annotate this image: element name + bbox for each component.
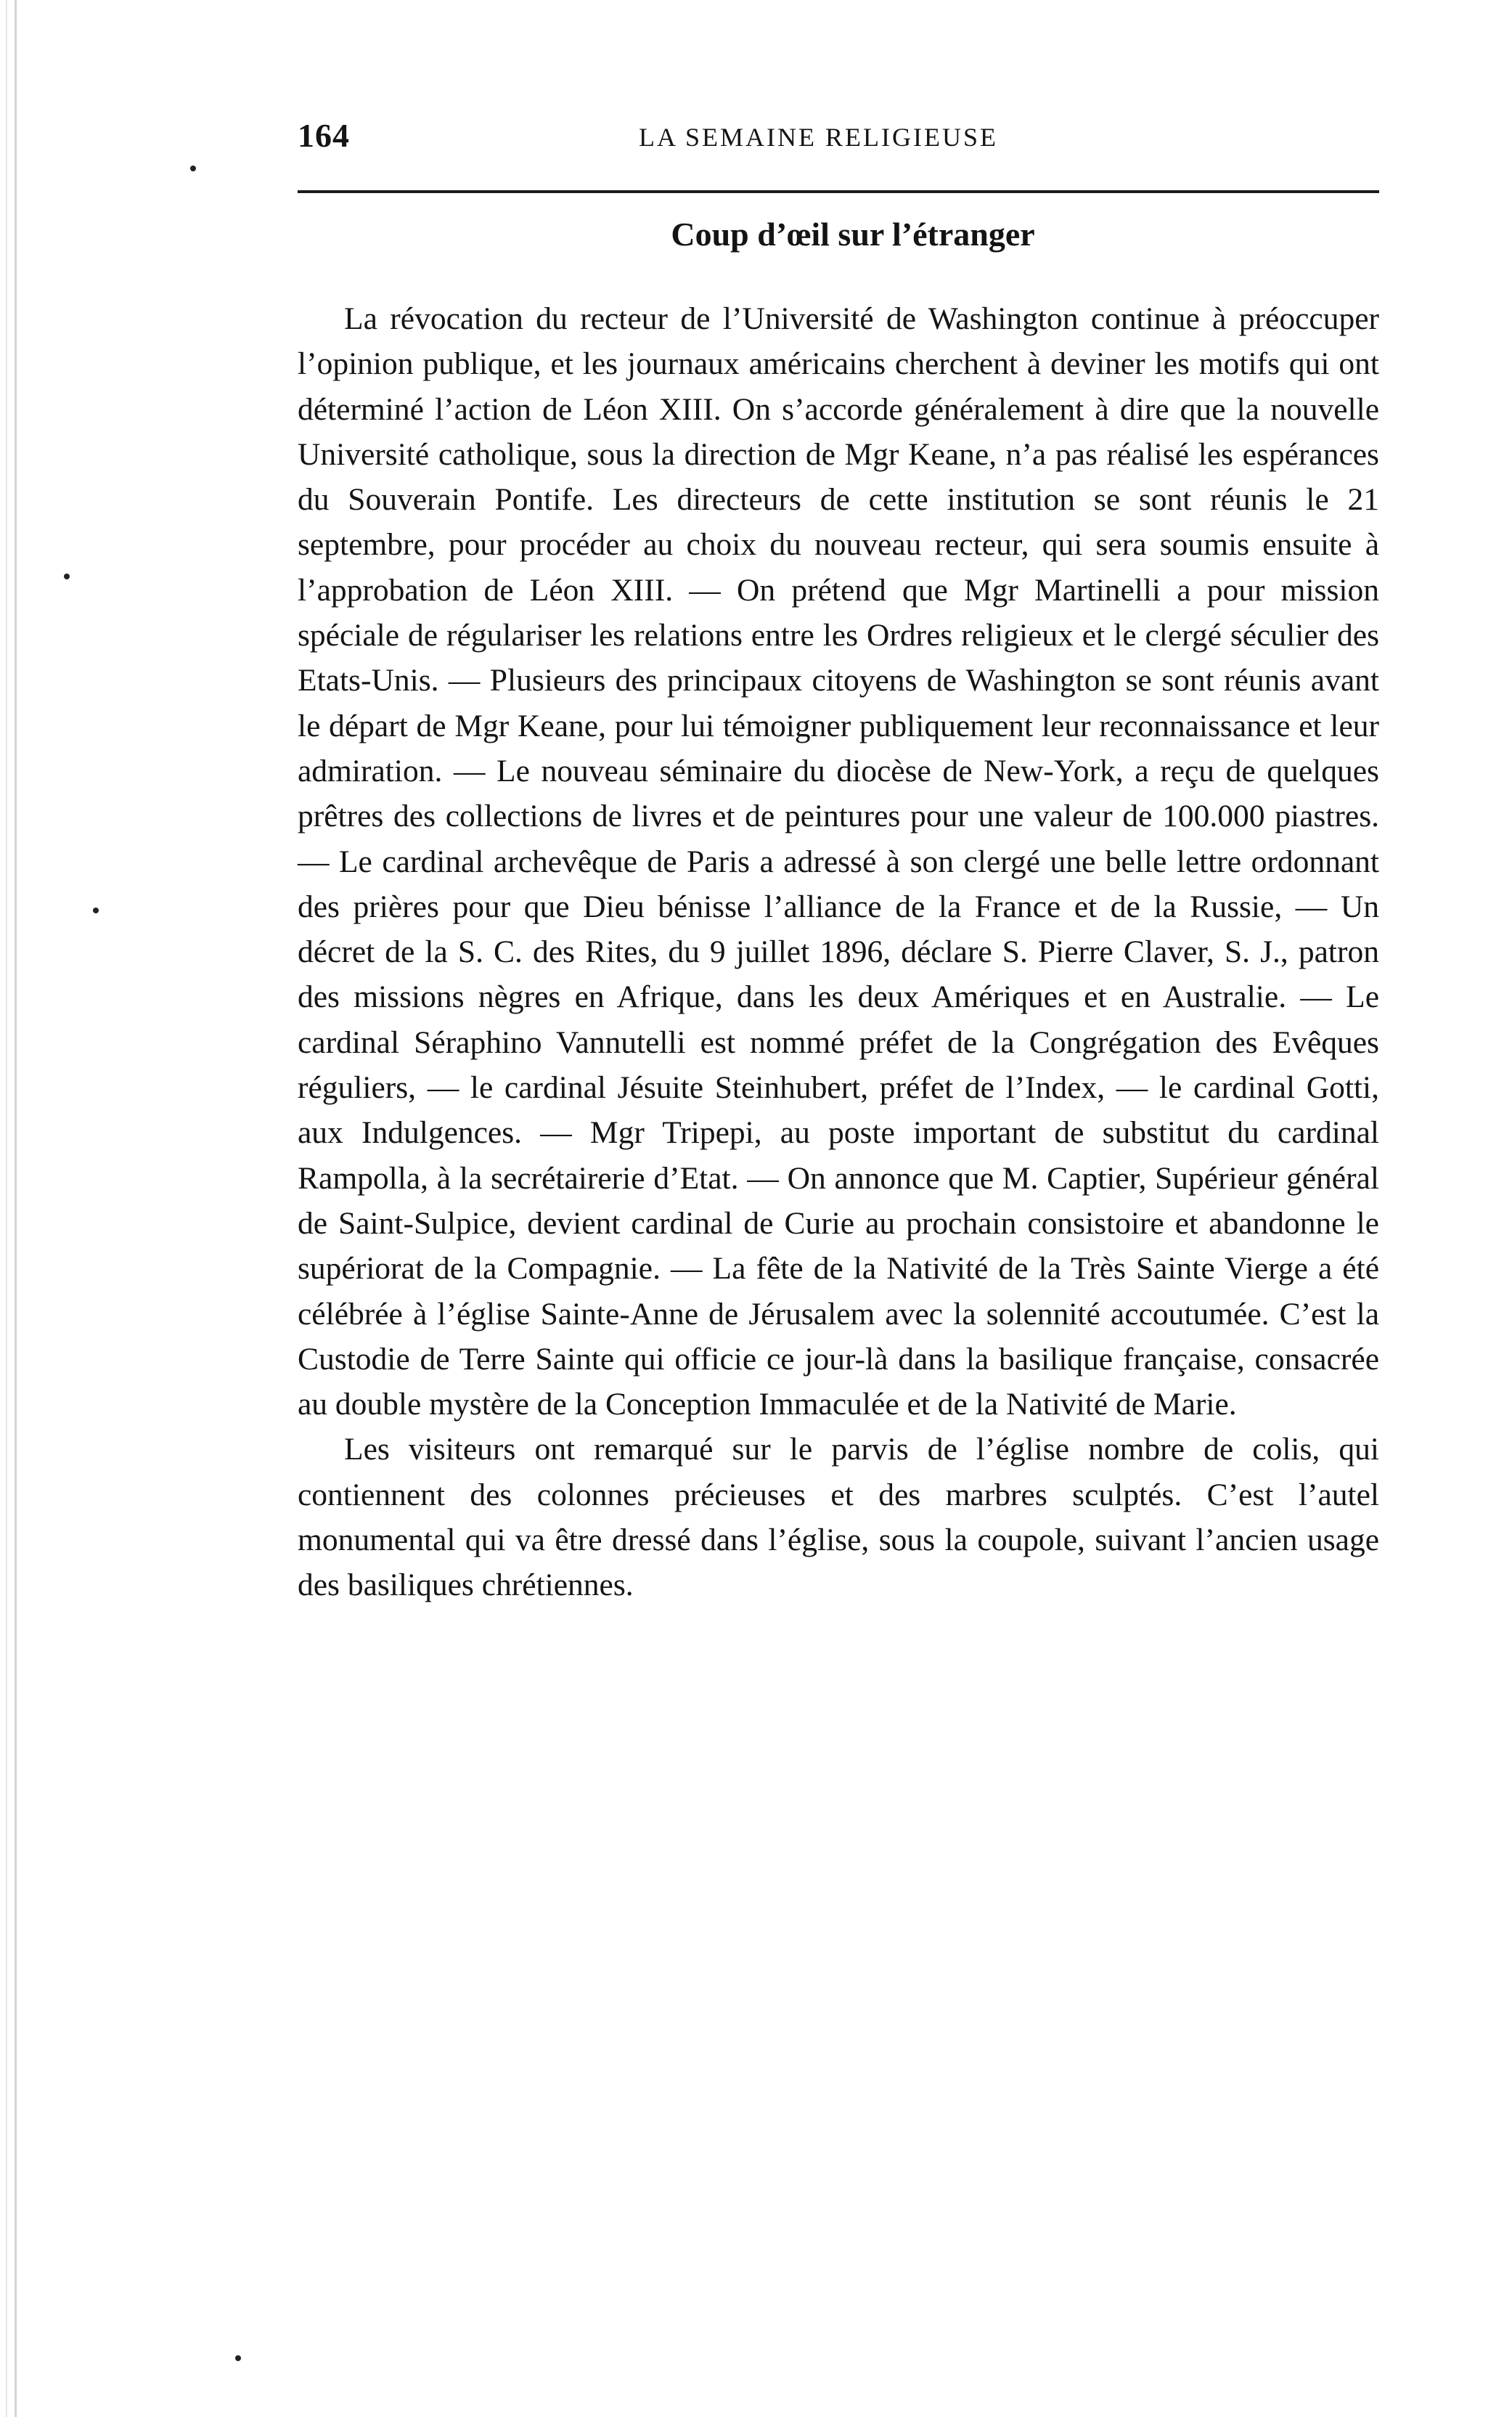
running-head	[298, 116, 1379, 160]
scan-speck	[64, 574, 70, 579]
body-text	[298, 296, 1379, 1608]
running-title: LA SEMAINE RELIGIEUSE	[639, 123, 998, 152]
paragraph: Les visiteurs ont remarqué sur le parvis de l’église nombre de colis, qui contiennent des colonnes précieuses et des marbres sculptés. C’est l’autel monumental qui va être dressé dans l’église, sous la coupole, suivant l’ancien usage des basiliques chrétiennes.	[298, 1432, 1379, 1603]
header-rule	[298, 190, 1379, 193]
scan-speck	[235, 2355, 241, 2361]
paragraph: La révocation du recteur de l’Université de Washington continue à préoccuper l’opinion publique, et les journaux américains cherchent à deviner les motifs qui ont déterminé l’action de Léon XIII. On s’accorde généralement à dire que la nouvelle Université catholique, sous la direction de Mgr Keane, n’a pas réalisé les espérances du Souverain Pontife. Les directeurs de cette institution se sont réunis le 21 septembre, pour procéder au choix du nouveau recteur, qui sera soumis ensuite à l’approbation de Léon XIII. — On prétend que Mgr Martinelli a pour mission spéciale de régulariser les relations entre les Ordres religieux et le clergé séculier des Etats-Unis. — Plusieurs des principaux citoyens de Washington se sont réunis avant le départ de Mgr Keane, pour lui témoigner publiquement leur reconnaissance et leur admiration. — Le nouveau séminaire du diocèse de New-York, a reçu de quelques prêtres des collections de livres et de peintures pour une valeur de 100.000 piastres. — Le cardinal archevêque de Paris a adressé à son clergé une belle lettre ordonnant des prières pour que Dieu bénisse l’alliance de la France et de la Russie, — Un décret de la S. C. des Rites, du 9 juillet 1896, déclare S. Pierre Claver, S. J., patron des missions nègres en Afrique, dans les deux Amériques et en Australie. — Le cardinal Séraphino Vannutelli est nommé préfet de la Congrégation des Evêques réguliers, — le cardinal Jésuite Steinhubert, préfet de l’Index, — le cardinal Gotti, aux Indulgences. — Mgr Tripepi, au poste important de substitut du cardinal Rampolla, à la secrétairerie d’Etat. — On annonce que M. Captier, Supérieur général de Saint-Sulpice, devient cardinal de Curie au prochain consistoire et abandonne le supériorat de la Compagnie. — La fête de la Nativité de la Très Sainte Vierge a été célébrée à l’église Sainte-Anne de Jérusalem avec la solennité accoutumée. C’est la Custodie de Terre Sainte qui officie ce jour-là dans la basilique française, consacrée au double mystère de la Conception Immaculée et de la Nativité de Marie.	[298, 301, 1379, 1422]
scan-speck	[190, 166, 196, 171]
page-number: 164	[298, 117, 350, 154]
scan-speck	[93, 908, 99, 913]
scan-edge-line	[15, 0, 17, 2417]
scan-edge-line	[6, 0, 7, 2417]
section-title: Coup d’œil sur l’étranger	[671, 216, 1035, 253]
